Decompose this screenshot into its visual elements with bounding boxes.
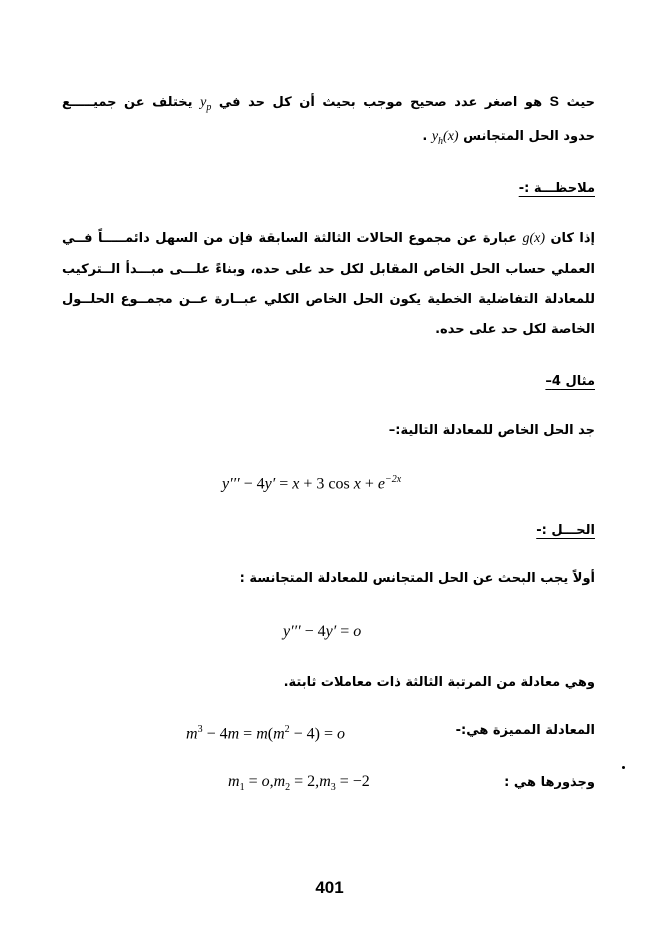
example-heading: مثال 4– <box>545 374 595 389</box>
text-segment: يختلف عن جميـــــع <box>62 95 193 110</box>
solution-heading: الحـــل :- <box>536 523 595 538</box>
text-segment: حيث <box>566 95 595 110</box>
stray-mark <box>622 766 625 769</box>
paragraph1-line1 <box>62 92 595 117</box>
characteristic-equation: $m^3 - 4m = m(m^2 - 4) = o$ <box>186 724 346 743</box>
math-gx: g(x) <box>522 231 546 246</box>
paragraph2-line2: العملي حساب الحل الخاص المقابل لكل حد على حده، وبناءً علـــى مبـــدأ الــتركيب <box>62 262 595 277</box>
math-yp: $y_p$ <box>200 95 212 113</box>
paragraph2-line1 <box>62 230 595 248</box>
main-equation: y′′′ − 4y′ = x + 3 $\cos x + e^{-2x}$ <box>222 474 402 493</box>
roots-label: وجذورها هي : <box>504 775 595 790</box>
text-segment: عبارة عن مجموع الحالات الثالثة السابقة فإن من السهل دائمـــــاً فــي <box>62 231 518 246</box>
characteristic-label: المعادلة المميزة هي:- <box>455 723 595 738</box>
homogeneous-equation: y′′′ − 4y′ = o <box>283 623 362 640</box>
paragraph2-line3: للمعادلة التفاضلية الخطية يكون الحل الخاص الكلي عبــارة عــن مجمــوع الحلــول <box>62 292 595 307</box>
paragraph1-line2 <box>422 128 595 151</box>
page-number: 401 <box>315 878 344 897</box>
text-segment: هو اصغر عدد صحيح موجب بحيث أن كل حد في <box>218 95 543 110</box>
roots-equation: $m_1 = o,m_2 = 2,m_3 = -2$ <box>228 773 370 794</box>
task-text: جد الحل الخاص للمعادلة التالية:– <box>388 423 595 438</box>
symbol-s: S <box>549 93 559 109</box>
text-segment: إذا كان <box>550 231 595 246</box>
text-segment: حدود الحل المتجانس <box>463 129 595 144</box>
paragraph2-line4: الخاصة لكل حد على حده. <box>435 322 595 337</box>
step2-text: وهي معادلة من المرتبة الثالثة ذات معاملات ثابتة. <box>283 675 595 690</box>
step1-text: أولاً يجب البحث عن الحل المتجانس للمعادلة المتجانسة : <box>239 571 595 586</box>
text-segment: . <box>422 129 428 144</box>
note-heading: ملاحظـــة :- <box>518 181 595 196</box>
math-yh: $y_h(x)$ <box>431 129 459 147</box>
